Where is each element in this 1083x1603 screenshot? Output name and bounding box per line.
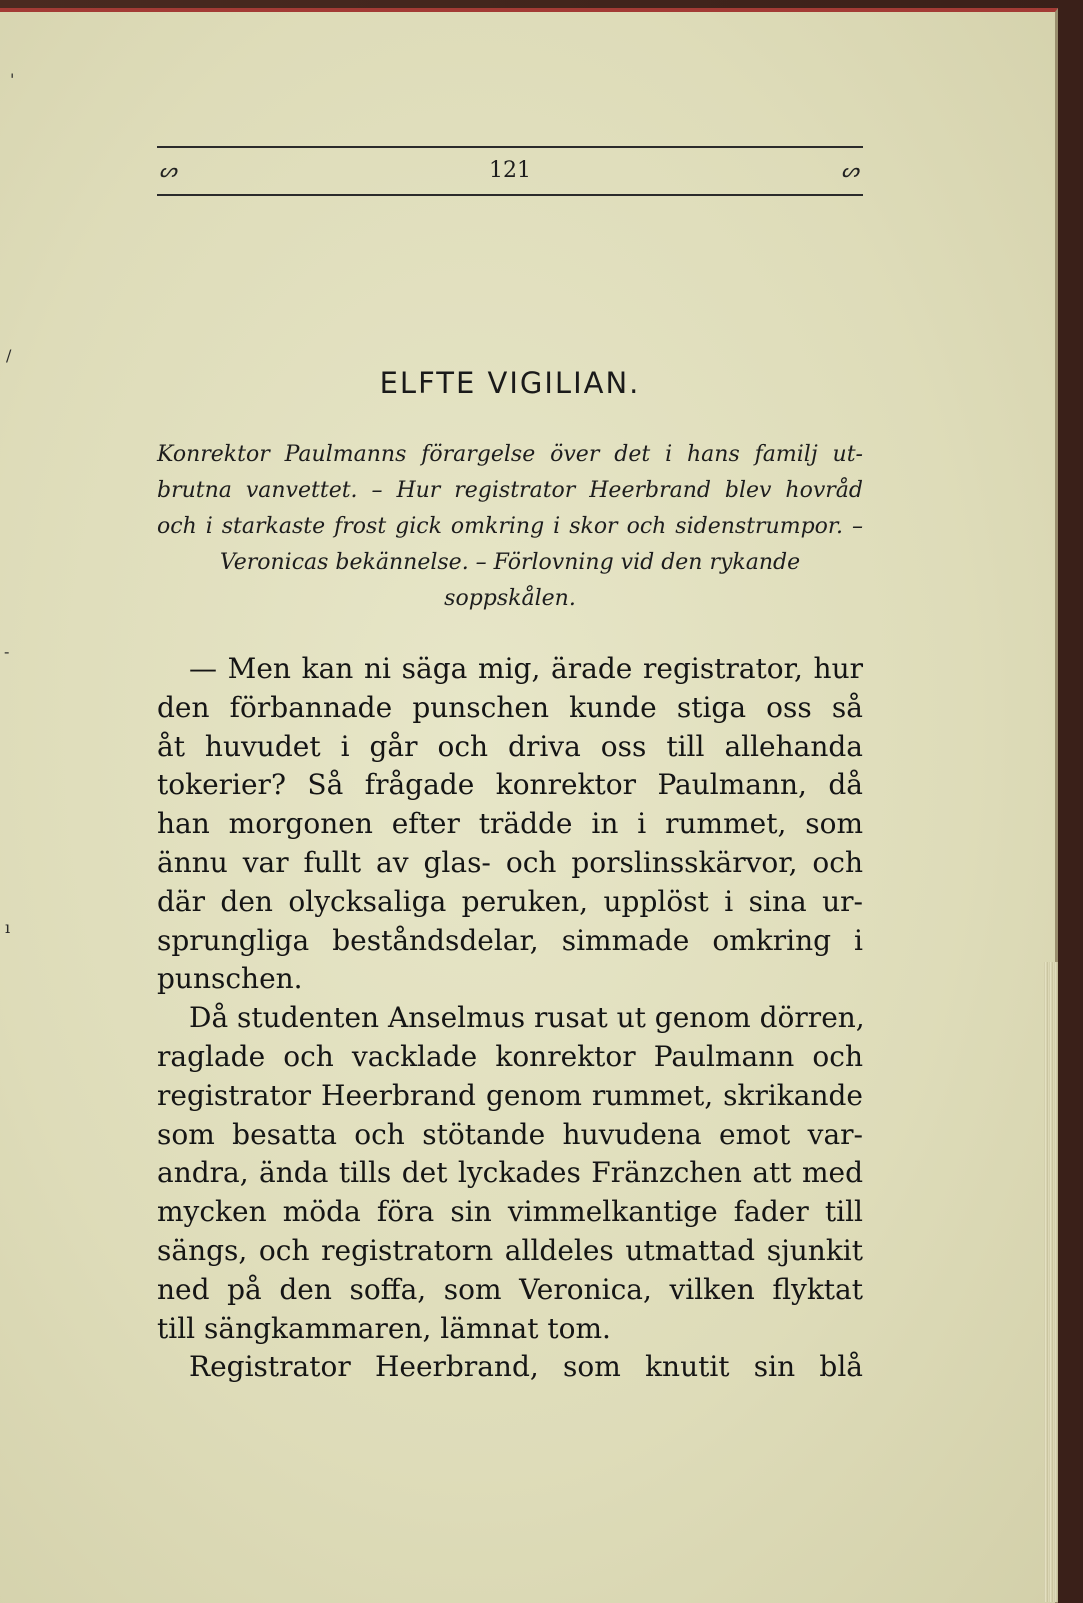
text-line: där den olycksaliga peruken, upplöst i sina ur- [157, 884, 863, 918]
text-line: sängs, och registratorn alldeles utmattad sjunkit [157, 1233, 863, 1267]
chapter-title: ELFTE VIGILIAN. [379, 366, 641, 400]
text-line: mycken möda föra sin vimmelkantige fader till [157, 1195, 863, 1229]
text-line: andra, ända tills det lyckades Fränzchen att med [157, 1156, 863, 1190]
ornament-right-icon: ᔕ [841, 158, 859, 182]
text-line: som besatta och stötande huvudena emot var- [157, 1117, 863, 1151]
text-line: tokerier? Så frågade konrektor Paulmann, då [157, 768, 863, 802]
text-line: — Men kan ni säga mig, ärade registrator, hur [189, 652, 863, 685]
text-line: sprungliga beståndsdelar, simmade omkring i [157, 923, 863, 957]
text-line: ned på den soffa, som Veronica, vilken flyktat [157, 1272, 863, 1306]
text-line: registrator Heerbrand genom rummet, skrikande [157, 1078, 863, 1112]
margin-speck: / [6, 346, 12, 365]
page-edge-leaves [1044, 962, 1058, 1602]
text-line: ännu var fullt av glas- och porslinsskärvor, och [157, 845, 863, 879]
margin-speck: ı [5, 918, 11, 937]
text-line: den förbannade punschen kunde stiga oss så [157, 690, 863, 724]
running-header [157, 146, 863, 196]
body-text [157, 650, 863, 1387]
chapter-summary [157, 437, 863, 617]
text-line: raglade och vacklade konrektor Paulmann och [157, 1039, 863, 1073]
summary-line: brutna vanvettet. – Hur registrator Heerbrand blev hovråd [157, 478, 863, 503]
text-line: punschen. [157, 962, 303, 996]
page-number: 121 [489, 158, 531, 183]
summary-line: Konrektor Paulmanns förargelse över det i hans familj ut- [157, 442, 863, 467]
margin-speck: ' [10, 70, 15, 89]
summary-line: soppskålen. [444, 586, 576, 611]
summary-line: och i starkaste frost gick omkring i skor och sidenstrumpor. – [157, 514, 863, 539]
ornament-left-icon: ᔕ [159, 158, 177, 182]
text-line: till sängkammaren, lämnat tom. [157, 1311, 611, 1345]
text-line: Då studenten Anselmus rusat ut genom dörren, [189, 1001, 865, 1035]
text-line: åt huvudet i går och driva oss till allehanda [157, 729, 863, 763]
text-line: han morgonen efter trädde in i rummet, som [157, 807, 863, 841]
text-line: Registrator Heerbrand, som knutit sin blå [189, 1350, 863, 1384]
summary-line: Veronicas bekännelse. – Förlovning vid den rykande [219, 550, 801, 575]
margin-speck: - [4, 642, 10, 661]
